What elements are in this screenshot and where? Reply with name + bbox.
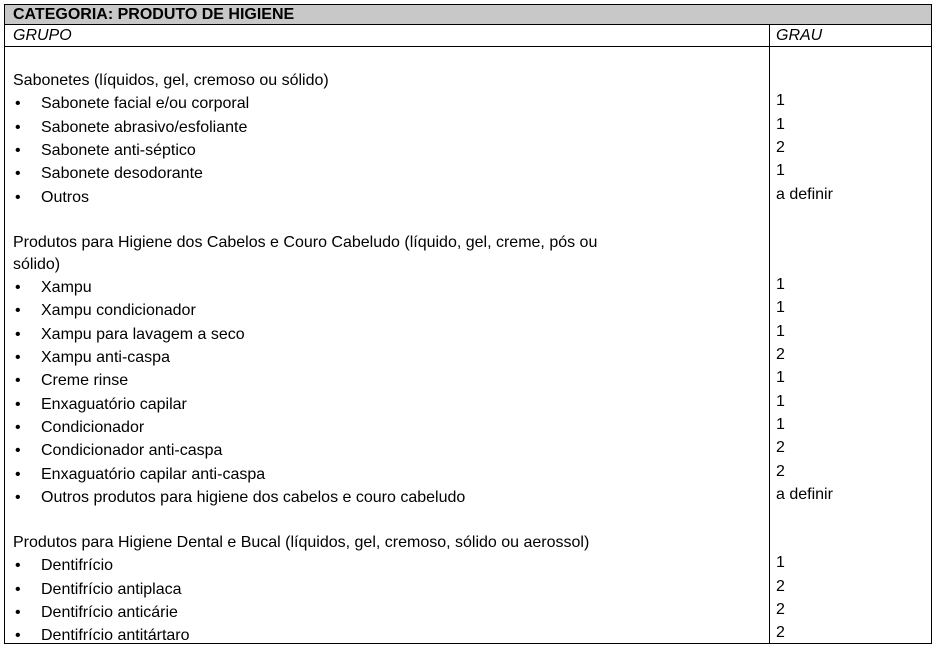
item-label: Dentifrício antitártaro	[41, 627, 190, 645]
item-label: Creme rinse	[41, 372, 129, 390]
list-item	[13, 441, 222, 461]
group-heading: sólido)	[13, 255, 61, 273]
bullet-icon: •	[15, 557, 21, 575]
item-grau: 1	[776, 415, 785, 433]
item-label: Dentifrício antiplaca	[41, 580, 182, 598]
item-label: Condicionador anti-caspa	[41, 442, 223, 460]
list-item	[13, 580, 182, 600]
item-label: Dentifrício anticárie	[41, 604, 178, 621]
bullet-icon: •	[15, 141, 21, 159]
list-item	[13, 556, 113, 576]
item-grau: 1	[776, 299, 785, 317]
list-item	[13, 488, 465, 508]
bullet-icon: •	[15, 465, 21, 483]
item-label: Outros produtos para higiene dos cabelos e couro cabeludo	[41, 488, 466, 506]
product-category-table	[4, 4, 932, 644]
item-label: Enxaguatório capilar	[41, 395, 187, 413]
item-grau: a definir	[776, 485, 833, 503]
item-grau: 1	[776, 276, 785, 294]
bullet-icon: •	[15, 372, 21, 390]
item-grau: 1	[776, 554, 785, 572]
list-item	[13, 301, 196, 321]
bullet-icon: •	[15, 395, 21, 413]
list-item	[13, 164, 203, 184]
item-grau: 2	[776, 462, 785, 480]
list-item	[13, 325, 245, 345]
item-grau: 1	[776, 115, 785, 133]
list-item	[13, 465, 265, 485]
item-grau: 2	[776, 346, 785, 363]
list-item	[13, 603, 178, 623]
item-grau: 2	[776, 577, 785, 595]
bullet-icon: •	[15, 118, 21, 136]
item-grau: 1	[776, 392, 785, 410]
item-label: Condicionador	[41, 418, 145, 436]
list-item	[13, 418, 144, 438]
group-heading: Produtos para Higiene Dental e Bucal (líquidos, gel, cremoso, sólido ou aerossol)	[13, 534, 590, 552]
item-label: Sabonete anti-séptico	[41, 141, 196, 159]
list-item	[13, 348, 170, 368]
item-grau: 2	[776, 138, 785, 156]
list-item	[13, 278, 92, 298]
category-title: CATEGORIA: PRODUTO DE HIGIENE	[13, 6, 295, 23]
item-label: Dentifrício	[41, 557, 114, 575]
bullet-icon: •	[15, 95, 21, 113]
item-label: Sabonete abrasivo/esfoliante	[41, 118, 248, 136]
item-grau: 1	[776, 162, 785, 180]
list-item	[13, 188, 89, 208]
bullet-icon: •	[15, 349, 21, 366]
item-grau: a definir	[776, 185, 833, 203]
item-grau: 1	[776, 322, 785, 340]
list-item	[13, 118, 247, 138]
item-grau: 1	[776, 92, 785, 110]
bullet-icon: •	[15, 302, 21, 320]
item-label: Xampu anti-caspa	[41, 349, 170, 366]
list-item	[13, 626, 190, 646]
category-title-row	[5, 5, 931, 25]
bullet-icon: •	[15, 442, 21, 460]
column-header-grupo: GRUPO	[13, 27, 72, 44]
bullet-icon: •	[15, 488, 21, 506]
column-header-row	[5, 25, 931, 47]
item-grau: 1	[776, 369, 785, 387]
item-label: Enxaguatório capilar anti-caspa	[41, 465, 266, 483]
list-item	[13, 395, 187, 415]
item-label: Xampu para lavagem a seco	[41, 325, 245, 343]
item-label: Sabonete desodorante	[41, 165, 203, 183]
bullet-icon: •	[15, 188, 21, 206]
list-item	[13, 141, 196, 161]
bullet-icon: •	[15, 279, 21, 297]
group-heading: Sabonetes (líquidos, gel, cremoso ou sólido)	[13, 72, 329, 89]
bullet-icon: •	[15, 325, 21, 343]
item-grau: 2	[776, 601, 785, 618]
bullet-icon: •	[15, 165, 21, 183]
list-item	[13, 371, 128, 391]
item-label: Sabonete facial e/ou corporal	[41, 95, 250, 113]
item-label: Xampu	[41, 279, 92, 297]
item-grau: 2	[776, 439, 785, 457]
group-heading: Produtos para Higiene dos Cabelos e Couro Cabeludo (líquido, gel, creme, pós ou	[13, 233, 598, 251]
bullet-icon: •	[15, 418, 21, 436]
list-item	[13, 94, 249, 114]
column-divider	[769, 25, 770, 643]
bullet-icon: •	[15, 580, 21, 598]
bullet-icon: •	[15, 627, 21, 645]
column-header-grau: GRAU	[776, 27, 823, 44]
item-label: Outros	[41, 188, 90, 206]
item-grau: 2	[776, 624, 785, 642]
item-label: Xampu condicionador	[41, 302, 196, 320]
bullet-icon: •	[15, 604, 21, 621]
